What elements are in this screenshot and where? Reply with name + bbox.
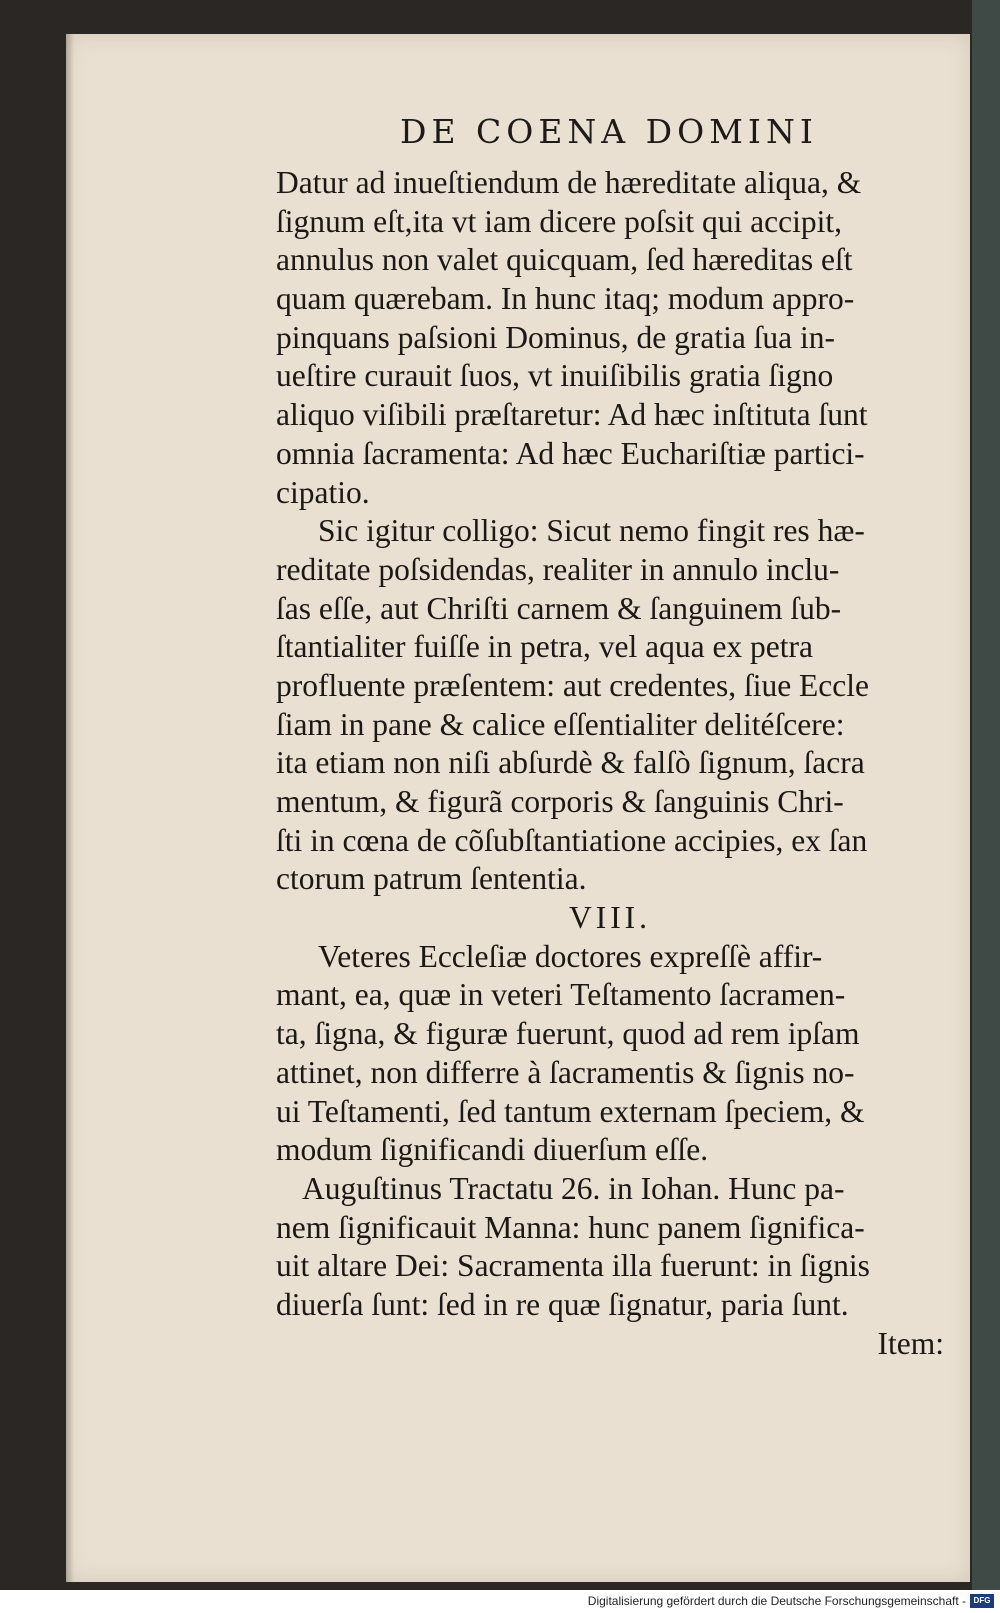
catchword: Item:	[877, 1325, 944, 1361]
text-line: aliquo viſibili præſtaretur: Ad hæc inſtituta ſunt	[276, 397, 868, 433]
text-line: ctorum patrum ſententia.	[276, 861, 587, 897]
text-line: ſtantialiter fuiſſe in petra, vel aqua ex petra	[276, 629, 814, 665]
text-line: mentum, & figurã corporis & ſanguinis Chri-	[276, 784, 844, 819]
scan-background-edge	[972, 0, 1000, 1590]
text-line: modum ſignificandi diuerſum eſſe.	[276, 1132, 709, 1168]
text-line: uit altare Dei: Sacramenta illa fuerunt: in ſignis	[276, 1248, 870, 1284]
text-line: annulus non valet quicquam, ſed hæreditas eſt	[276, 242, 853, 278]
text-line: ta, ſigna, & figuræ fuerunt, quod ad rem ipſam	[276, 1016, 860, 1052]
text-line: profluente præſentem: aut credentes, ſiue Eccle	[276, 667, 869, 703]
text-line: reditate poſsidendas, realiter in annulo inclu-	[276, 551, 840, 587]
text-line: ſiam in pane & calice eſſentialiter delitéſcere:	[276, 706, 845, 742]
dfg-logo: DFG	[970, 1594, 994, 1608]
text-line: ueſtire curauit ſuos, vt inuiſibilis gratia ſigno	[276, 358, 834, 394]
text-line: attinet, non differre à ſacramentis & ſignis no-	[276, 1054, 855, 1090]
text-line: ſignum eſt,ita vt iam dicere poſsit qui accipit,	[276, 203, 842, 239]
text-line: nem ſignificauit Manna: hunc panem ſignifica-	[276, 1209, 865, 1245]
text-line: ſas eſſe, aut Chriſti carnem & ſanguinem ſub-	[276, 590, 842, 626]
paragraph-start-line: Sic igitur colligo: Sicut nemo fingit res hæ-	[318, 513, 865, 549]
text-line: pinquans paſsioni Dominus, de gratia ſua in-	[276, 319, 836, 355]
text-line: Datur ad inueſtiendum de hæreditate aliqua, &	[276, 165, 862, 200]
page-text	[276, 164, 944, 1363]
text-line: quam quærebam. In hunc itaq; modum appro-	[276, 281, 855, 317]
text-line: diuerſa ſunt: ſed in re quæ ſignatur, paria ſunt.	[276, 1286, 849, 1322]
page-gutter-shadow	[66, 34, 74, 1582]
text-line: ita etiam non niſi abſurdè & falſò ſignum, ſacra	[276, 745, 865, 781]
text-line: cipatio.	[276, 474, 370, 510]
text-line: mant, ea, quæ in veteri Teſtamento ſacramen-	[276, 977, 846, 1013]
paragraph-start-line: Veteres Eccleſiæ doctores expreſſè affir-	[318, 938, 823, 974]
running-head: DE COENA DOMINI	[400, 112, 818, 151]
text-line: ui Teſtamenti, ſed tantum externam ſpeciem, &	[276, 1093, 865, 1129]
text-line: omnia ſacramenta: Ad hæc Euchariſtiæ partici-	[276, 435, 865, 471]
footer-credit: Digitalisierung gefördert durch die Deutsche Forschungsgemeinschaft -	[587, 1594, 966, 1608]
section-number: VIII.	[568, 900, 652, 936]
paragraph-start-line: Auguſtinus Tractatu 26. in Iohan. Hunc pa-	[302, 1170, 845, 1206]
text-line: ſti in cœna de cõſubſtantiatione accipies, ex ſan	[276, 822, 868, 858]
